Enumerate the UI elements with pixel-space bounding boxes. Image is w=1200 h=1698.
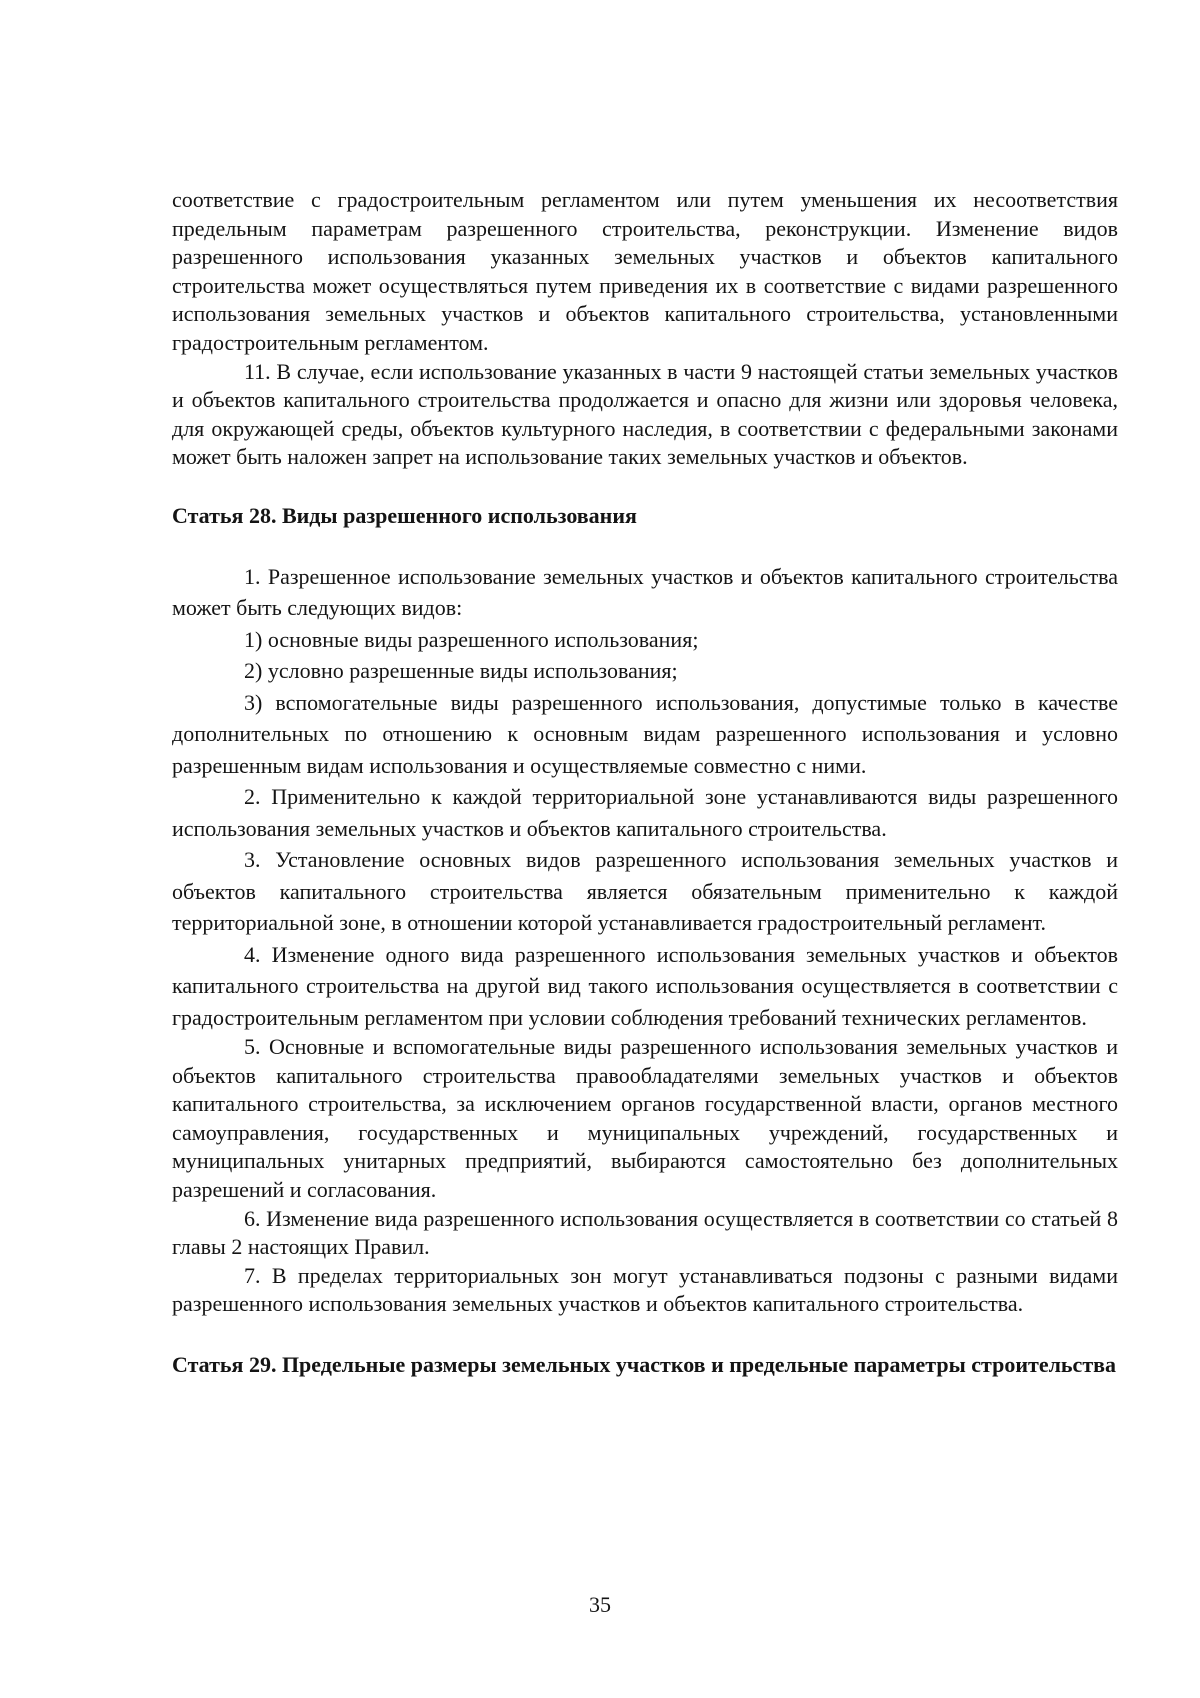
- article-28-heading: Статья 28. Виды разрешенного использования: [172, 502, 637, 528]
- page-number: 35: [589, 1592, 611, 1617]
- article-28-item: 3) вспомогательные виды разрешенного использования, допустимые только в качестве дополнительных по отношению к основным видам разрешенного использования и условно разрешенным видам использования и осуществляемые совместно с ними.: [172, 689, 1118, 778]
- article-28-item: 1. Разрешенное использование земельных участков и объектов капитального строительства может быть следующих видов:: [172, 563, 1118, 621]
- article-28-item: 5. Основные и вспомогательные виды разрешенного использования земельных участков и объектов капитального строительства правообладателями земельных участков и объектов капитального строительства, за исключением органов государственной власти, органов местного самоуправления, государственных и муниципальных учреждений, государственных и муниципальных унитарных предприятий, выбираются самостоятельно без дополнительных разрешений и согласования.: [172, 1034, 1118, 1202]
- article-28-item: 3. Установление основных видов разрешенного использования земельных участков и объектов капитального строительства является обязательным применительно к каждой территориальной зоне, в отношении которой устанавливается градостроительный регламент.: [172, 847, 1118, 936]
- article-28-item: 7. В пределах территориальных зон могут устанавливаться подзоны с разными видами разрешенного использования земельных участков и объектов капитального строительства.: [172, 1262, 1118, 1317]
- article-28-item: 6. Изменение вида разрешенного использования осуществляется в соответствии со статьей 8 главы 2 настоящих Правил.: [172, 1205, 1118, 1260]
- article-28-item: 4. Изменение одного вида разрешенного использования земельных участков и объектов капитального строительства на другой вид такого использования осуществляется в соответствии с градостроительным регламентом при условии соблюдения требований технических регламентов.: [172, 941, 1118, 1030]
- paragraph-continuation: соответствие с градостроительным регламентом или путем уменьшения их несоответствия предельным параметрам разрешенного строительства, реконструкции. Изменение видов разрешенного использования указанных земельных участков и объектов капитального строительства может осуществляться путем приведения их в соответствие с видами разрешенного использования земельных участков и объектов капитального строительства, установленными градостроительным регламентом.: [172, 187, 1118, 355]
- article-28-item: 1) основные виды разрешенного использования;: [244, 626, 699, 652]
- document-page: [172, 186, 1118, 1380]
- paragraph-11: 11. В случае, если использование указанных в части 9 настоящей статьи земельных участков и объектов капитального строительства продолжается и опасно для жизни или здоровья человека, для окружающей среды, объектов культурного наследия, в соответствии с федеральными законами может быть наложен запрет на использование таких земельных участков и объектов.: [172, 358, 1118, 470]
- article-28-item: 2) условно разрешенные виды использования;: [244, 658, 678, 684]
- article-28-item: 2. Применительно к каждой территориальной зоне устанавливаются виды разрешенного использования земельных участков и объектов капитального строительства.: [172, 784, 1118, 841]
- article-29-heading: Статья 29. Предельные размеры земельных участков и предельные параметры строительства: [172, 1351, 1117, 1377]
